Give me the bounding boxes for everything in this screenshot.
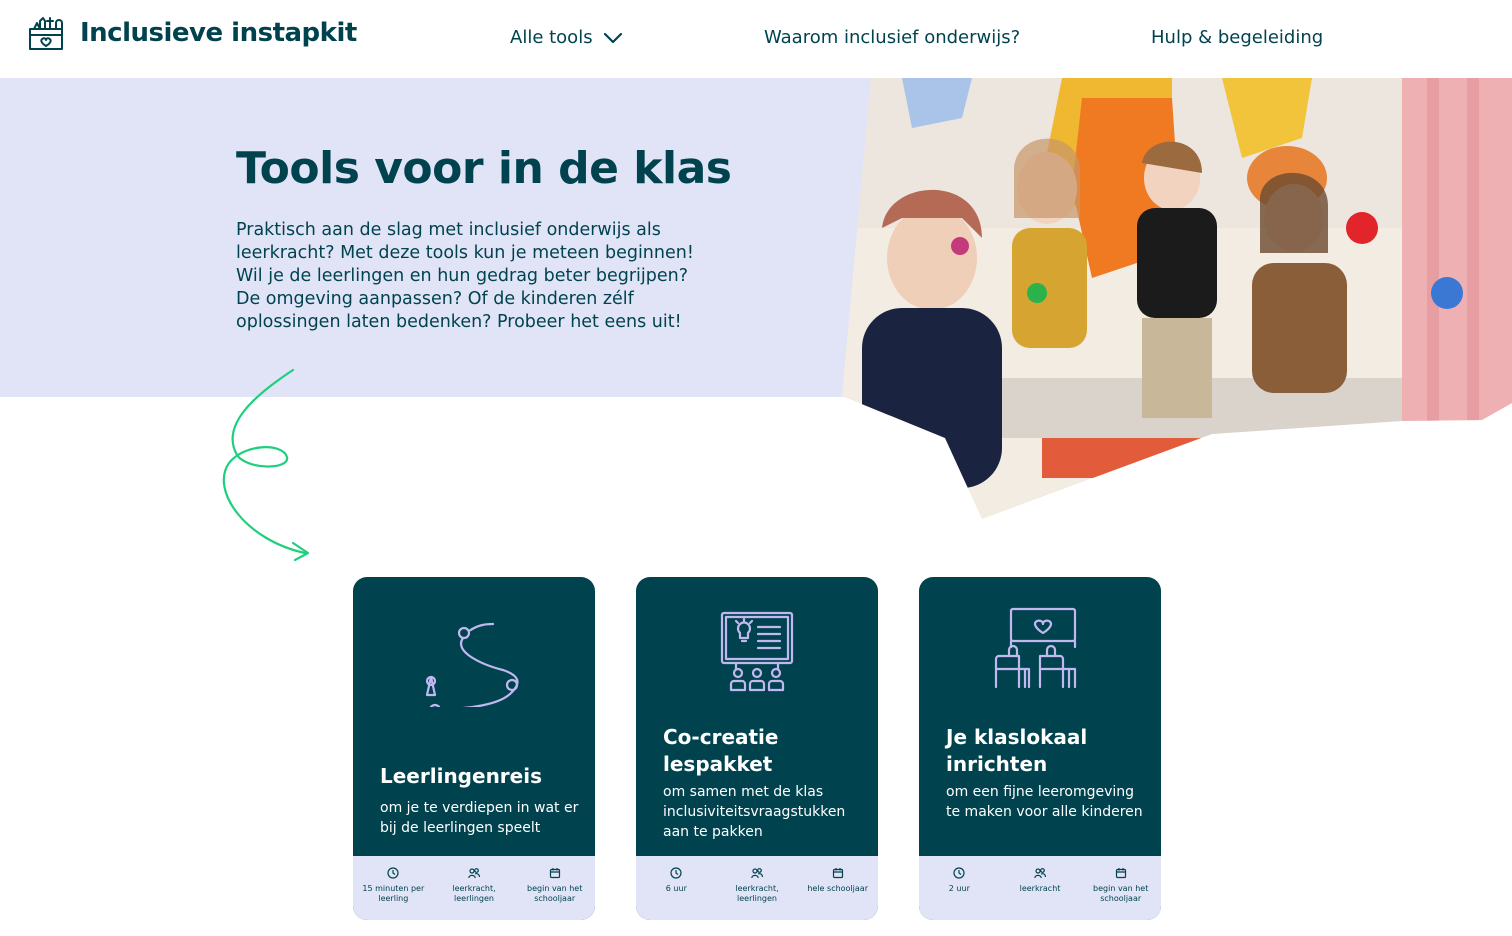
journey-path-icon xyxy=(353,577,595,707)
meta-participants xyxy=(1000,856,1081,920)
meta-participants xyxy=(434,856,515,920)
meta-text: begin van het schooljaar xyxy=(527,884,583,903)
nav-waarom-inclusief-onderwijs[interactable] xyxy=(764,27,1020,48)
meta-text: 2 uur xyxy=(948,884,970,893)
nav-alle-tools[interactable] xyxy=(510,27,623,48)
clock-icon xyxy=(953,867,965,879)
meta-text: 15 minuten per leerling xyxy=(362,884,425,903)
page-title: Tools voor in de klas xyxy=(236,143,732,194)
card-title: Je klaslokaal inrichten xyxy=(946,725,1088,776)
meta-text: 6 uur xyxy=(665,884,687,893)
people-icon xyxy=(751,867,763,879)
decorative-arrow-icon xyxy=(215,365,325,565)
card-description: om samen met de klas inclusiviteitsvraagstukken aan te pakken xyxy=(663,784,846,840)
meta-text: leerkracht xyxy=(1019,884,1061,893)
meta-period xyxy=(797,856,878,920)
clock-icon xyxy=(670,867,682,879)
hero-intro: Praktisch aan de slag met inclusief onderwijs als leerkracht? Met deze tools kun je meteen beginnen! Wil je de leerlingen en hun gedrag beter begrijpen? De omgeving aanpassen? Of de kinderen zélf oplossingen laten bedenken? Probeer het eens uit! xyxy=(236,220,694,332)
calendar-icon xyxy=(832,867,844,879)
classroom-photo xyxy=(842,78,1512,519)
card-meta xyxy=(636,856,878,920)
site-header xyxy=(0,0,1512,78)
meta-duration xyxy=(636,856,717,920)
meta-period xyxy=(514,856,595,920)
toolbox-heart-icon xyxy=(26,13,66,53)
card-title: Leerlingenreis xyxy=(380,764,542,788)
nav-label: Hulp & begeleiding xyxy=(1151,27,1324,48)
meta-text: leerkracht, leerlingen xyxy=(452,884,496,903)
tool-card-leerlingenreis[interactable] xyxy=(353,577,595,920)
meta-period xyxy=(1080,856,1161,920)
classroom-desks-icon xyxy=(919,577,1161,707)
people-icon xyxy=(1034,867,1046,879)
brand-logo[interactable] xyxy=(26,13,357,53)
card-title: Co-creatie lespakket xyxy=(663,725,779,776)
calendar-icon xyxy=(1115,867,1127,879)
card-description: om een fijne leeromgeving te maken voor alle kinderen xyxy=(946,784,1143,820)
meta-participants xyxy=(717,856,798,920)
card-meta xyxy=(919,856,1161,920)
nav-hulp-begeleiding[interactable] xyxy=(1151,27,1323,48)
calendar-icon xyxy=(549,867,561,879)
clock-icon xyxy=(387,867,399,879)
presentation-board-icon xyxy=(636,577,878,707)
meta-text: leerkracht, leerlingen xyxy=(735,884,779,903)
meta-text: begin van het schooljaar xyxy=(1093,884,1149,903)
meta-text: hele schooljaar xyxy=(807,884,868,893)
tool-card-je-klaslokaal-inrichten[interactable] xyxy=(919,577,1161,920)
meta-duration xyxy=(919,856,1000,920)
people-icon xyxy=(468,867,480,879)
nav-label: Alle tools xyxy=(510,27,593,48)
meta-duration xyxy=(353,856,434,920)
tool-card-co-creatie-lespakket[interactable] xyxy=(636,577,878,920)
chevron-down-icon xyxy=(603,31,623,45)
nav-label: Waarom inclusief onderwijs? xyxy=(764,27,1021,48)
card-meta xyxy=(353,856,595,920)
card-description: om je te verdiepen in wat er bij de leerlingen speelt xyxy=(380,800,579,836)
brand-name: Inclusieve instapkit xyxy=(80,18,357,48)
